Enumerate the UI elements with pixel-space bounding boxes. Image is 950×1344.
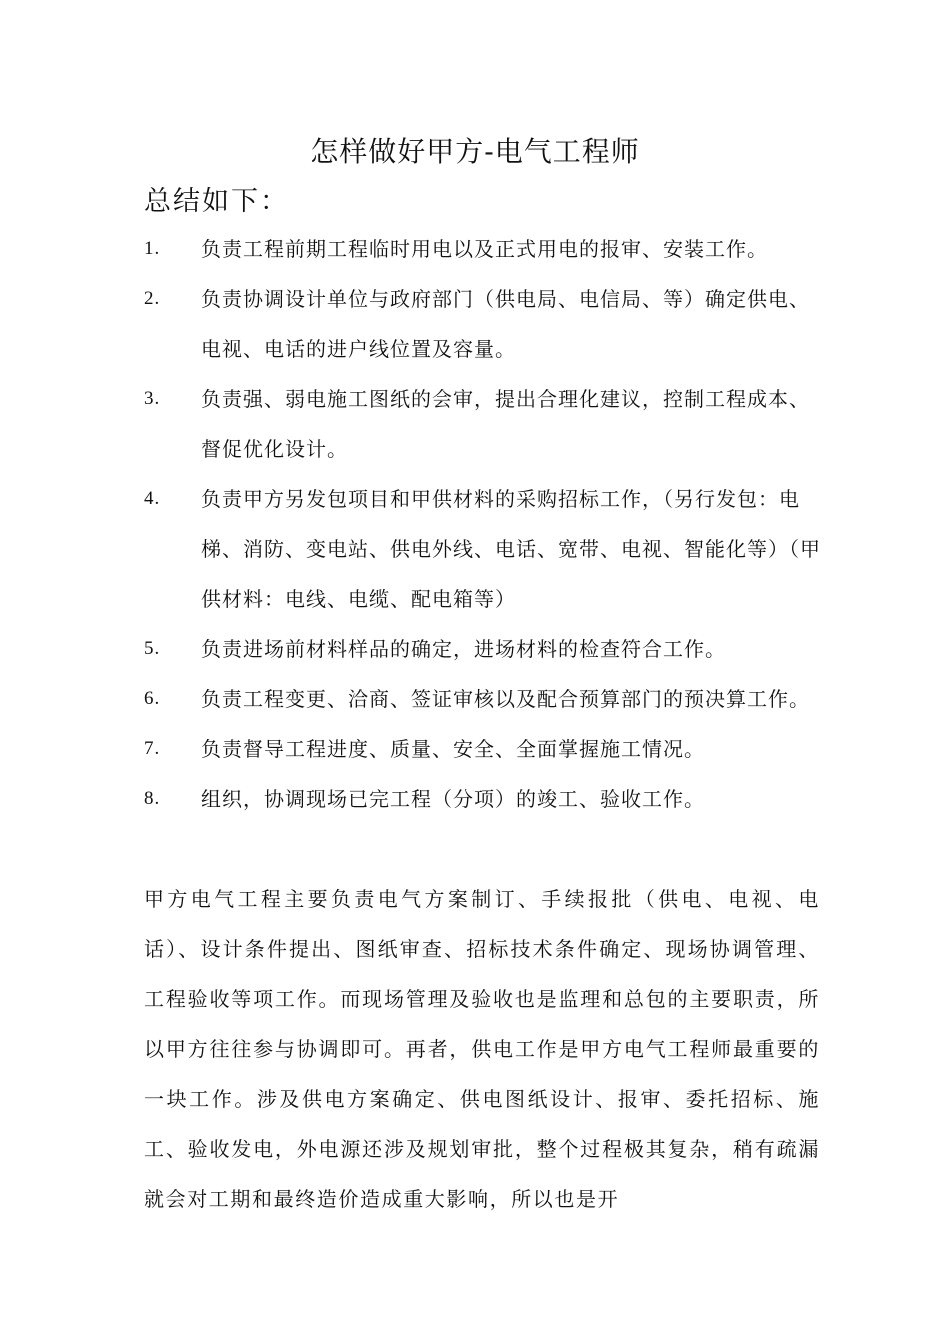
list-item-text: 负责进场前材料样品的确定，进场材料的检查符合工作。 <box>201 637 726 661</box>
list-item-number: 6. <box>144 688 161 709</box>
list-item-number: 5. <box>144 638 161 659</box>
list-item-number: 4. <box>144 488 161 509</box>
list-item <box>144 674 824 724</box>
list-item <box>144 624 824 674</box>
list-item-number: 1. <box>144 238 161 259</box>
list-item-text: 负责强、弱电施工图纸的会审，提出合理化建议，控制工程成本、督促优化设计。 <box>201 387 810 461</box>
list-item <box>144 274 824 374</box>
list-item <box>144 724 824 774</box>
list-item-text: 负责工程前期工程临时用电以及正式用电的报审、安装工作。 <box>201 237 768 261</box>
list-item-number: 7. <box>144 738 161 759</box>
document-subtitle: 总结如下： <box>144 186 289 217</box>
duty-list <box>144 224 824 824</box>
list-item-number: 8. <box>144 788 161 809</box>
document-title: 怎样做好甲方-电气工程师 <box>310 135 640 168</box>
list-item-text: 组织，协调现场已完工程（分项）的竣工、验收工作。 <box>201 787 705 811</box>
list-item-number: 2. <box>144 288 161 309</box>
list-item <box>144 374 824 474</box>
list-item-text: 负责督导工程进度、质量、安全、全面掌握施工情况。 <box>201 737 705 761</box>
list-item-number: 3. <box>144 388 161 409</box>
body-paragraph: 甲方电气工程主要负责电气方案制订、手续报批（供电、电视、电话）、设计条件提出、图纸审查、招标技术条件确定、现场协调管理、工程验收等项工作。而现场管理及验收也是监理和总包的主要职责，所以甲方往往参与协调即可。再者，供电工作是甲方电气工程师最重要的一块工作。涉及供电方案确定、供电图纸设计、报审、委托招标、施工、验收发电，外电源还涉及规划审批，整个过程极其复杂，稍有疏漏就会对工期和最终造价造成重大影响，所以也是开 <box>144 887 820 1211</box>
list-item <box>144 774 824 824</box>
list-item-text: 负责工程变更、洽商、签证审核以及配合预算部门的预决算工作。 <box>201 687 810 711</box>
list-item-text: 负责协调设计单位与政府部门（供电局、电信局、等）确定供电、电视、电话的进户线位置及容量。 <box>201 287 810 361</box>
list-item-text: 负责甲方另发包项目和甲供材料的采购招标工作，（另行发包：电梯、消防、变电站、供电外线、电话、宽带、电视、智能化等）（甲供材料：电线、电缆、配电箱等） <box>201 487 821 611</box>
list-item <box>144 474 824 624</box>
list-item <box>144 224 824 274</box>
